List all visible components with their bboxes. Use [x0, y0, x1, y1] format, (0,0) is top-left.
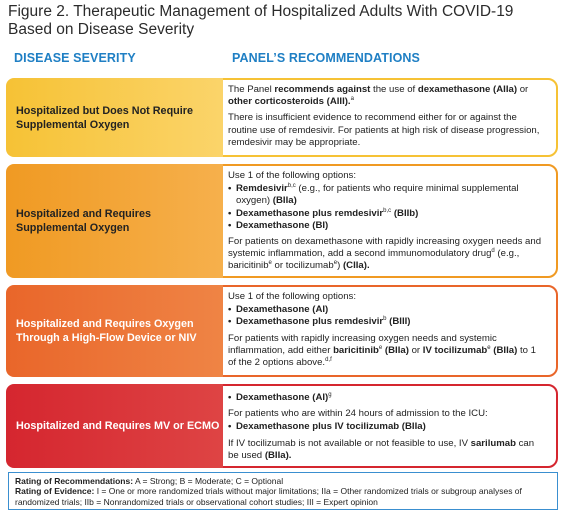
recommendations-header: PANEL’S RECOMMENDATIONS [232, 51, 420, 65]
rating: (BIIa) [490, 344, 518, 356]
footnote-ref: b,c [383, 207, 392, 214]
options-intro: Use 1 of the following options: [228, 170, 356, 181]
drug-dexamethasone: Dexamethasone (AI) [236, 392, 329, 403]
severity-label: Hospitalized and Requires Supplemental Oxygen [6, 164, 223, 278]
drug-dexamethasone: Dexamethasone (AI) [236, 304, 329, 316]
list-item [228, 392, 546, 404]
list-item [228, 304, 546, 316]
drug-baricitinib: baricitinib [333, 344, 379, 356]
recommendation-paragraph [228, 236, 546, 273]
rating-of-recommendations [15, 476, 551, 486]
drug-dexamethasone-remdesivir: Dexamethasone plus remdesivir [236, 207, 384, 219]
recommendation-box [212, 285, 558, 377]
options-list [228, 421, 546, 433]
drug-tocilizumab: IV tocilizumab [422, 344, 488, 356]
severity-label: Hospitalized and Requires MV or ECMO [6, 384, 223, 468]
footnote-ref: e [333, 260, 338, 267]
footnote-ref: b,c [287, 183, 296, 190]
severity-label: Hospitalized but Does Not Require Supplemental Oxygen [6, 78, 223, 157]
list-item [228, 220, 546, 232]
legend-label: Rating of Recommendations: [15, 476, 134, 486]
ratings-legend [8, 472, 558, 510]
recommendation-paragraph [228, 333, 546, 370]
bold-text: recommends against [274, 84, 371, 95]
disease-severity-header: DISEASE SEVERITY [14, 51, 136, 65]
rating: (BIIa) [382, 344, 409, 356]
footnote-ref: d [491, 248, 495, 255]
footnote-ref: e [378, 344, 383, 351]
options-list [228, 304, 546, 328]
footnote-ref: e [268, 260, 272, 267]
row-no-oxygen [6, 78, 558, 157]
recommendation-box [212, 164, 558, 278]
row-mv-ecmo [6, 384, 558, 468]
recommendation-paragraph [228, 84, 546, 108]
list-item [228, 208, 546, 220]
legend-text: A = Strong; B = Moderate; C = Optional [133, 476, 284, 486]
drug-remdesivir: Remdesivir [236, 183, 288, 195]
footnote-ref: d,f [325, 356, 332, 363]
text: The Panel [228, 84, 275, 95]
text: For patients with rapidly increasing oxygen needs and systemic inflammation, add either [228, 332, 497, 356]
list-item [228, 316, 546, 328]
drug-dexamethasone-remdesivir: Dexamethasone plus remdesivir [236, 316, 384, 328]
rating: (BIIa). [264, 449, 292, 461]
row-supplemental-oxygen [6, 164, 558, 278]
recommendation-paragraph: There is insufficient evidence to recommend either for or against the routine use of remdesivir. For patients at high risk of disease progression, remdesivir may be appropriate. [228, 112, 540, 148]
text: (e.g., for patients who require minimal supplemental oxygen) [236, 183, 519, 207]
text: or tocilizumab [271, 260, 334, 272]
text: If IV tocilizumab is not available or not feasible to use, IV [228, 437, 471, 449]
recommendation-box [212, 78, 558, 157]
footnote-ref: a [350, 96, 354, 103]
text: (e.g., baricitinib [228, 248, 520, 272]
rating-of-evidence [15, 486, 551, 507]
options-list [228, 392, 546, 404]
options-list [228, 183, 546, 232]
text: to 1 of the 2 options above. [228, 344, 536, 369]
recommendation-paragraph [228, 438, 546, 462]
footnote-ref: b [383, 316, 387, 323]
legend-label: Rating of Evidence: [15, 486, 95, 497]
severity-label: Hospitalized and Requires Oxygen Through a High-Flow Device or NIV [6, 285, 223, 377]
footnote-ref: e [487, 344, 491, 351]
text: For patients on dexamethasone with rapidly increasing oxygen needs and systemic inflammation, add a second immunomodulatory drug [228, 236, 542, 260]
drug-dexamethasone-tocilizumab: Dexamethasone plus IV tocilizumab (BIIa) [236, 421, 426, 433]
drug-sarilumab: sarilumab [470, 437, 516, 449]
footnote-ref: g [328, 391, 332, 398]
figure-title: Figure 2. Therapeutic Management of Hospitalized Adults With COVID-19 Based on Disease Severity [8, 3, 514, 38]
text: or [408, 344, 423, 356]
drug-dexamethasone: dexamethasone (AIIa) [417, 84, 518, 95]
drug-dexamethasone: Dexamethasone (BI) [236, 219, 329, 231]
list-item [228, 183, 546, 207]
row-high-flow [6, 285, 558, 377]
rating: (BIIb) [391, 207, 419, 219]
rating: (BIIa) [272, 195, 297, 207]
recommendation-box [212, 384, 558, 468]
text: can be used [228, 437, 535, 461]
text: or [517, 84, 529, 95]
text: ) [337, 260, 343, 272]
list-item [228, 421, 546, 433]
rating: (CIIa). [342, 260, 370, 272]
rating: (BIII) [386, 316, 411, 328]
recommendation-paragraph: For patients who are within 24 hours of admission to the ICU: [228, 408, 488, 420]
options-intro: Use 1 of the following options: [228, 291, 356, 302]
text: the use of [370, 84, 418, 95]
legend-text: I = One or more randomized trials without major limitations; IIa = Other randomized trials or subgroup analyses of randomized trials; IIb = Nonrandomized trials or observational cohort studies; III = Expert opinion [15, 486, 522, 507]
drug-corticosteroids: other corticosteroids (AIII). [228, 96, 351, 108]
